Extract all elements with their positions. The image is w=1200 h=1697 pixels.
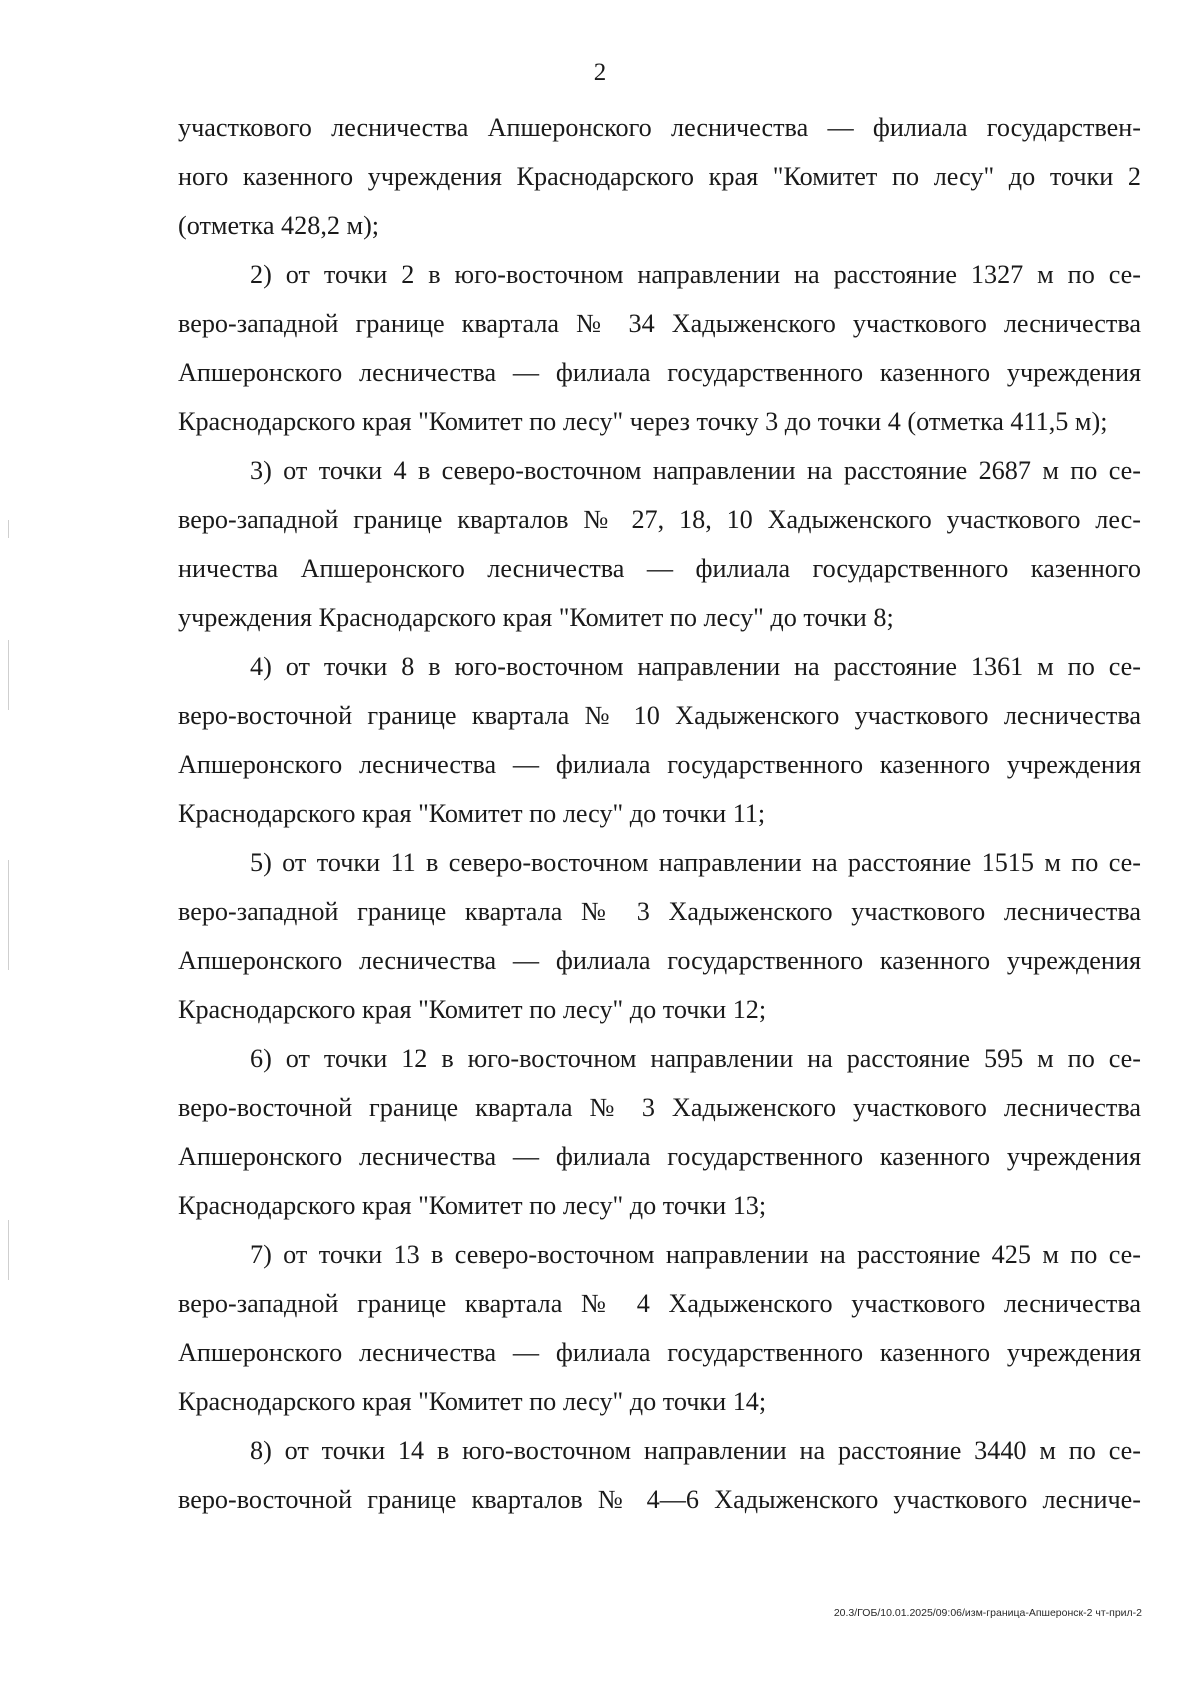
text-line: Краснодарского края "Комитет по лесу" до точки 13; bbox=[178, 1191, 767, 1220]
paragraph bbox=[178, 1230, 1141, 1426]
text-line: ничества Апшеронского лесничества — филиала государственного казенного bbox=[178, 554, 1141, 583]
text-line: 2) от точки 2 в юго-восточном направлении на расстояние 1327 м по се- bbox=[250, 260, 1141, 289]
scan-artifact bbox=[8, 640, 9, 710]
document-code-footer: 20.3/ГОБ/10.01.2025/09:06/изм-граница-Апшеронск-2 чт-прил-2 bbox=[833, 1607, 1142, 1619]
text-line: Краснодарского края "Комитет по лесу" до точки 14; bbox=[178, 1387, 767, 1416]
text-line: учреждения Краснодарского края "Комитет по лесу" до точки 8; bbox=[178, 603, 894, 632]
text-line: веро-восточной границе квартала № 3 Хадыженского участкового лесничества bbox=[178, 1093, 1141, 1122]
text-line: Апшеронского лесничества — филиала государственного казенного учреждения bbox=[178, 1338, 1141, 1367]
scan-artifact bbox=[8, 1220, 9, 1280]
paragraph bbox=[178, 1426, 1141, 1524]
paragraph bbox=[178, 103, 1141, 250]
paragraph bbox=[178, 1034, 1141, 1230]
text-line: веро-западной границе кварталов № 27, 18, 10 Хадыженского участкового лес- bbox=[178, 505, 1141, 534]
text-line: Апшеронского лесничества — филиала государственного казенного учреждения bbox=[178, 358, 1141, 387]
paragraph bbox=[178, 446, 1141, 642]
text-line: Краснодарского края "Комитет по лесу" через точку 3 до точки 4 (отметка 411,5 м); bbox=[178, 407, 1108, 436]
text-line: 4) от точки 8 в юго-восточном направлении на расстояние 1361 м по се- bbox=[250, 652, 1141, 681]
text-line: Краснодарского края "Комитет по лесу" до точки 11; bbox=[178, 799, 766, 828]
text-line: ного казенного учреждения Краснодарского края "Комитет по лесу" до точки 2 bbox=[178, 162, 1141, 191]
paragraph bbox=[178, 642, 1141, 838]
text-line: веро-восточной границе квартала № 10 Хадыженского участкового лесничества bbox=[178, 701, 1141, 730]
scan-artifact bbox=[8, 860, 9, 970]
text-line: Краснодарского края "Комитет по лесу" до точки 12; bbox=[178, 995, 767, 1024]
text-line: Апшеронского лесничества — филиала государственного казенного учреждения bbox=[178, 750, 1141, 779]
paragraph bbox=[178, 838, 1141, 1034]
text-line: участкового лесничества Апшеронского лесничества — филиала государствен- bbox=[178, 113, 1141, 142]
text-line: веро-восточной границе кварталов № 4—6 Хадыженского участкового лесниче- bbox=[178, 1485, 1141, 1514]
text-line: Апшеронского лесничества — филиала государственного казенного учреждения bbox=[178, 1142, 1141, 1171]
text-line: 8) от точки 14 в юго-восточном направлении на расстояние 3440 м по се- bbox=[250, 1436, 1141, 1465]
text-line: Апшеронского лесничества — филиала государственного казенного учреждения bbox=[178, 946, 1141, 975]
text-line: 7) от точки 13 в северо-восточном направлении на расстояние 425 м по се- bbox=[250, 1240, 1141, 1269]
text-line: веро-западной границе квартала № 3 Хадыженского участкового лесничества bbox=[178, 897, 1141, 926]
document-body bbox=[178, 103, 1141, 1524]
text-line: (отметка 428,2 м); bbox=[178, 211, 380, 240]
scan-artifact bbox=[8, 520, 9, 538]
text-line: веро-западной границе квартала № 4 Хадыженского участкового лесничества bbox=[178, 1289, 1141, 1318]
text-line: веро-западной границе квартала № 34 Хадыженского участкового лесничества bbox=[178, 309, 1141, 338]
text-line: 5) от точки 11 в северо-восточном направлении на расстояние 1515 м по се- bbox=[250, 848, 1141, 877]
paragraph bbox=[178, 250, 1141, 446]
text-line: 6) от точки 12 в юго-восточном направлении на расстояние 595 м по се- bbox=[250, 1044, 1141, 1073]
text-line: 3) от точки 4 в северо-восточном направлении на расстояние 2687 м по се- bbox=[250, 456, 1141, 485]
page-number: 2 bbox=[593, 59, 607, 86]
